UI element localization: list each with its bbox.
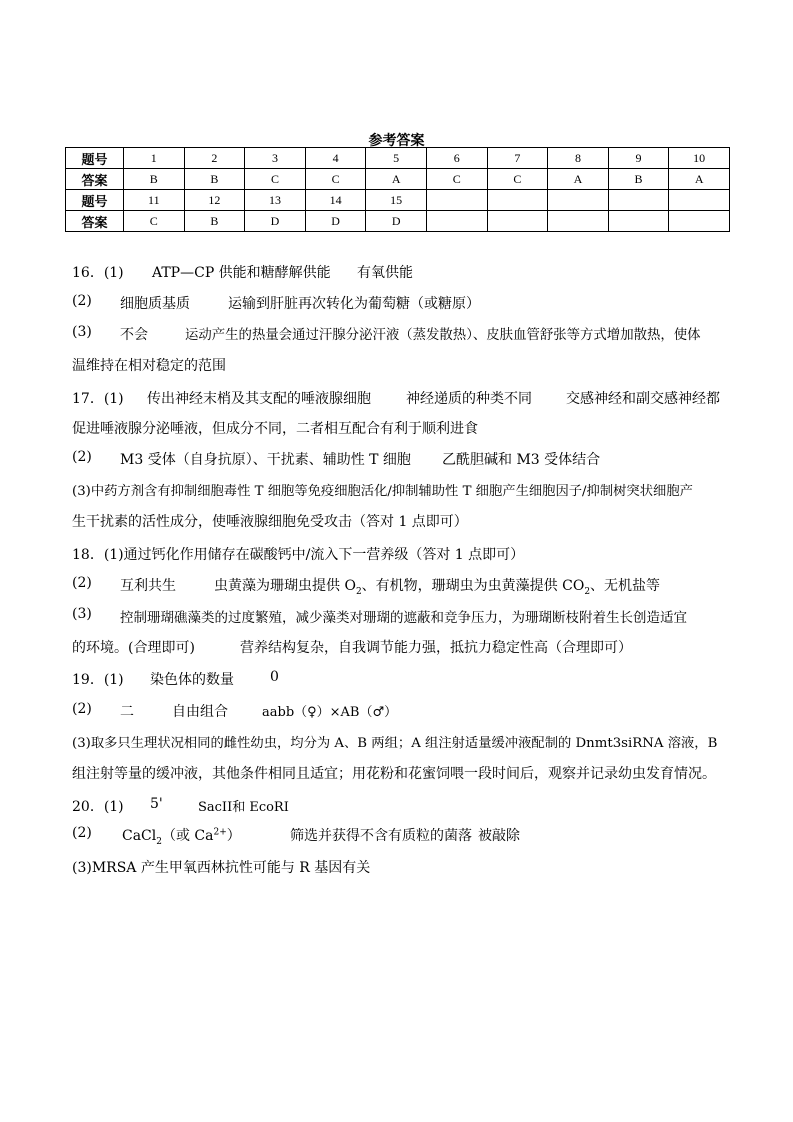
q17-label: 17．(1) (72, 391, 124, 407)
q17-answer-1c: 交感神经和副交感神经都 (566, 391, 720, 407)
q20-part2-label: (2) (72, 825, 92, 841)
q19-answer-1a: 染色体的数量 (150, 672, 234, 688)
q20-answer-2b: 筛选并获得不含有质粒的菌落 (290, 828, 472, 844)
table-cell: 3 (245, 148, 306, 169)
table-row (66, 148, 730, 169)
q18-2b-text-1: 虫黄藻为珊瑚虫提供 O (214, 578, 356, 594)
table-cell: C (487, 169, 548, 190)
table-cell: A (669, 169, 730, 190)
q16-answer-2a: 细胞质基质 (120, 296, 190, 312)
table-cell (426, 190, 487, 211)
q17-part2-label: (2) (72, 449, 92, 465)
q17-part3-cont: 生干扰素的活性成分，使唾液腺细胞免受攻击（答对 1 点即可） (72, 514, 468, 530)
table-cell (669, 211, 730, 232)
q18-part1: 18．(1)通过钙化作用储存在碳酸钙中/流入下一营养级（答对 1 点即可） (72, 547, 525, 563)
table-cell (487, 211, 548, 232)
q19-part3-cont: 组注射等量的缓冲液，其他条件相同且适宜；用花粉和花蜜饲喂一段时间后，观察并记录幼虫发育情况。 (72, 766, 716, 782)
table-cell: B (184, 169, 245, 190)
q17-part1-cont: 促进唾液腺分泌唾液，但成分不同，二者相互配合有利于顺利进食 (72, 421, 478, 437)
q19-answer-1b: 0 (270, 669, 279, 685)
q19-answer-2c: aabb（♀）×AB（♂） (262, 705, 398, 720)
table-cell (487, 190, 548, 211)
q18-part3-label: (3) (72, 606, 92, 622)
q19-part3: (3)取多只生理状况相同的雌性幼虫，均分为 A、B 两组；A 组注射适量缓冲液配制的 Dnmt3siRNA 溶液，B (72, 736, 718, 751)
answer-key-title: 参考答案 (368, 133, 425, 149)
table-cell: 12 (184, 190, 245, 211)
q16-answer-1a: ATP—CP 供能和糖酵解供能 (152, 265, 331, 281)
q20-label: 20．(1) (72, 799, 124, 815)
table-cell: 11 (124, 190, 185, 211)
table-cell (669, 190, 730, 211)
table-cell: B (184, 211, 245, 232)
q16-part3-label: (3) (72, 324, 92, 340)
table-cell: 4 (305, 148, 366, 169)
q20-answer-1a: 5' (150, 796, 163, 812)
q18-answer-2a: 互利共生 (120, 578, 176, 594)
table-cell: A (548, 169, 609, 190)
q16-part3-cont: 温维持在相对稳定的范围 (72, 358, 226, 374)
q20-2a-text-2: （或 Ca (161, 828, 214, 844)
table-cell: D (366, 211, 427, 232)
q19-label: 19．(1) (72, 672, 124, 688)
table-row (66, 211, 730, 232)
q18-answer-3a: 控制珊瑚礁藻类的过度繁殖，减少藻类对珊瑚的遮蔽和竞争压力，为珊瑚断枝附着生长创造适宜 (120, 610, 687, 626)
table-row-header: 题号 (66, 148, 124, 169)
q20-part3: (3)MRSA 产生甲氧西林抗性可能与 R 基因有关 (72, 860, 371, 876)
q18-part2-label: (2) (72, 575, 92, 591)
table-cell (608, 190, 669, 211)
q16-answer-2b: 运输到肝脏再次转化为葡萄糖（或糖原） (228, 296, 480, 312)
q18-2b-text-3: 、无机盐等 (590, 578, 661, 594)
q17-answer-1b: 神经递质的种类不同 (406, 391, 532, 407)
table-cell: B (608, 169, 669, 190)
table-cell: 7 (487, 148, 548, 169)
q17-part3: (3)中药方剂含有抑制细胞毒性 T 细胞等免疫细胞活化/抑制辅助性 T 细胞产生细胞因子/抑制树突状细胞产 (72, 484, 693, 499)
q20-2a-sub: 2 (156, 836, 162, 847)
table-cell: 9 (608, 148, 669, 169)
table-row (66, 169, 730, 190)
table-cell: 13 (245, 190, 306, 211)
table-row-header: 答案 (66, 211, 124, 232)
table-cell: 6 (426, 148, 487, 169)
q18-2b-sub-1: 2 (355, 586, 362, 597)
q20-answer-1b: SacII和 EcoRI (198, 800, 289, 815)
q18-answer-2b (214, 575, 660, 597)
table-row-header: 题号 (66, 190, 124, 211)
table-cell: 10 (669, 148, 730, 169)
q19-answer-2b: 自由组合 (172, 704, 228, 720)
table-cell: 1 (124, 148, 185, 169)
table-cell: 15 (366, 190, 427, 211)
q20-2a-text-1: CaCl (122, 828, 157, 844)
q17-answer-1a: 传出神经末梢及其支配的唾液腺细胞 (147, 391, 371, 407)
table-cell (548, 211, 609, 232)
table-cell: A (366, 169, 427, 190)
q16-answer-1b: 有氧供能 (357, 265, 413, 281)
table-cell: D (305, 211, 366, 232)
q20-2a-sup: 2+ (213, 827, 227, 838)
q20-answer-2a (122, 825, 241, 847)
q18-answer-3b: 的环境。(合理即可) (72, 640, 195, 656)
table-cell: C (124, 211, 185, 232)
q18-2b-text-2: 、有机物，珊瑚虫为虫黄藻提供 CO (361, 578, 585, 594)
q18-2b-sub-2: 2 (584, 586, 591, 597)
q16-answer-3a: 不会 (120, 327, 148, 343)
table-cell: C (426, 169, 487, 190)
table-cell: D (245, 211, 306, 232)
table-row-header: 答案 (66, 169, 124, 190)
table-cell: 14 (305, 190, 366, 211)
q16-label: 16．(1) (72, 265, 124, 281)
table-cell: C (245, 169, 306, 190)
table-row (66, 190, 730, 211)
table-cell: 8 (548, 148, 609, 169)
q20-2a-text-3: ） (226, 828, 241, 844)
table-cell (548, 190, 609, 211)
q20-answer-2c: 被敲除 (478, 828, 520, 844)
table-cell: 2 (184, 148, 245, 169)
table-cell: C (305, 169, 366, 190)
q19-answer-2a: 二 (120, 704, 134, 720)
q16-answer-3b: 运动产生的热量会通过汗腺分泌汗液（蒸发散热）、皮肤血管舒张等方式增加散热，使体 (185, 328, 701, 343)
q19-part2-label: (2) (72, 701, 92, 717)
table-cell (608, 211, 669, 232)
table-cell (426, 211, 487, 232)
q18-answer-3c: 营养结构复杂，自我调节能力强，抵抗力稳定性高（合理即可） (240, 640, 632, 656)
table-cell: B (124, 169, 185, 190)
q16-part2-label: (2) (72, 293, 92, 309)
q17-answer-2b: 乙酰胆碱和 M3 受体结合 (442, 452, 601, 468)
q17-answer-2a: M3 受体（自身抗原）、干扰素、辅助性 T 细胞 (120, 452, 411, 468)
table-cell: 5 (366, 148, 427, 169)
answer-table (65, 147, 730, 232)
